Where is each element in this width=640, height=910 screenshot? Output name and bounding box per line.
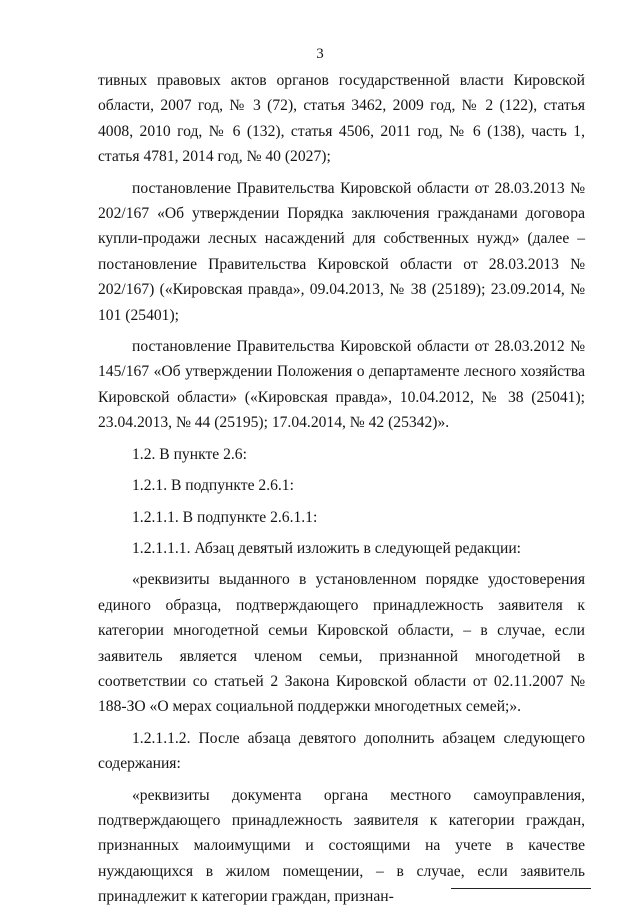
paragraph-continuation: тивных правовых актов органов государственной власти Кировской области, 2007 год, № 3 (72), статья 3462, 2009 год, № 2 (122), статья 4008, 2010 год, № 6 (132), статья 4506, 2011 год, № 6 (138), часть 1, статья 4781, 2014 год, № 40 (2027);	[98, 72, 585, 166]
paragraph-quote-large-family: «реквизиты выданного в установленном порядке удостоверения единого образца, подтверждающего принадлежность заявителя к категории многодетной семьи Кировской области, – в случае, если заявитель является членом семьи, признанной многодетной в соответствии со статьей 2 Закона Кировской области от 02.11.2007 № 188-ЗО «О мерах социальной поддержки многодетных семей;».	[98, 571, 585, 716]
paragraph-item-1-2-1: 1.2.1. В подпункте 2.6.1:	[132, 477, 294, 495]
paragraph-item-1-2-1-1: 1.2.1.1. В подпункте 2.6.1.1:	[132, 508, 318, 526]
paragraph-resolution-202-167: постановление Правительства Кировской области от 28.03.2013 № 202/167 «Об утверждении Порядка заключения гражданами договора купли-продажи лесных насаждений для собственных нужд» (далее – постановление Правительства Кировской области от 28.03.2013 № 202/167) («Кировская правда», 09.04.2013, № 38 (25189); 23.09.2014, № 101 (25401);	[98, 179, 585, 324]
document-body	[98, 68, 585, 910]
footer-rule	[451, 888, 591, 889]
paragraph-quote-low-income: «реквизиты документа органа местного самоуправления, подтверждающего принадлежность заявителя к категории граждан, признанных малоимущими и состоящими на учете в качестве нуждающихся в жилом помещении, – в случае, если заявитель принадлежит к категории граждан, признан-	[98, 786, 585, 906]
paragraph-item-1-2-1-1-2: 1.2.1.1.2. После абзаца девятого дополнить абзацем следующего содержания:	[98, 729, 585, 773]
paragraph-item-1-2: 1.2. В пункте 2.6:	[132, 445, 247, 463]
paragraph-resolution-145-167: постановление Правительства Кировской области от 28.03.2012 № 145/167 «Об утверждении Положения о департаменте лесного хозяйства Кировской области» («Кировская правда», 10.04.2012, № 38 (25041); 23.04.2013, № 44 (25195); 17.04.2014, № 42 (25342)».	[98, 338, 585, 432]
page-number: 3	[316, 46, 324, 62]
paragraph-item-1-2-1-1-1: 1.2.1.1.1. Абзац девятый изложить в следующей редакции:	[132, 539, 522, 557]
